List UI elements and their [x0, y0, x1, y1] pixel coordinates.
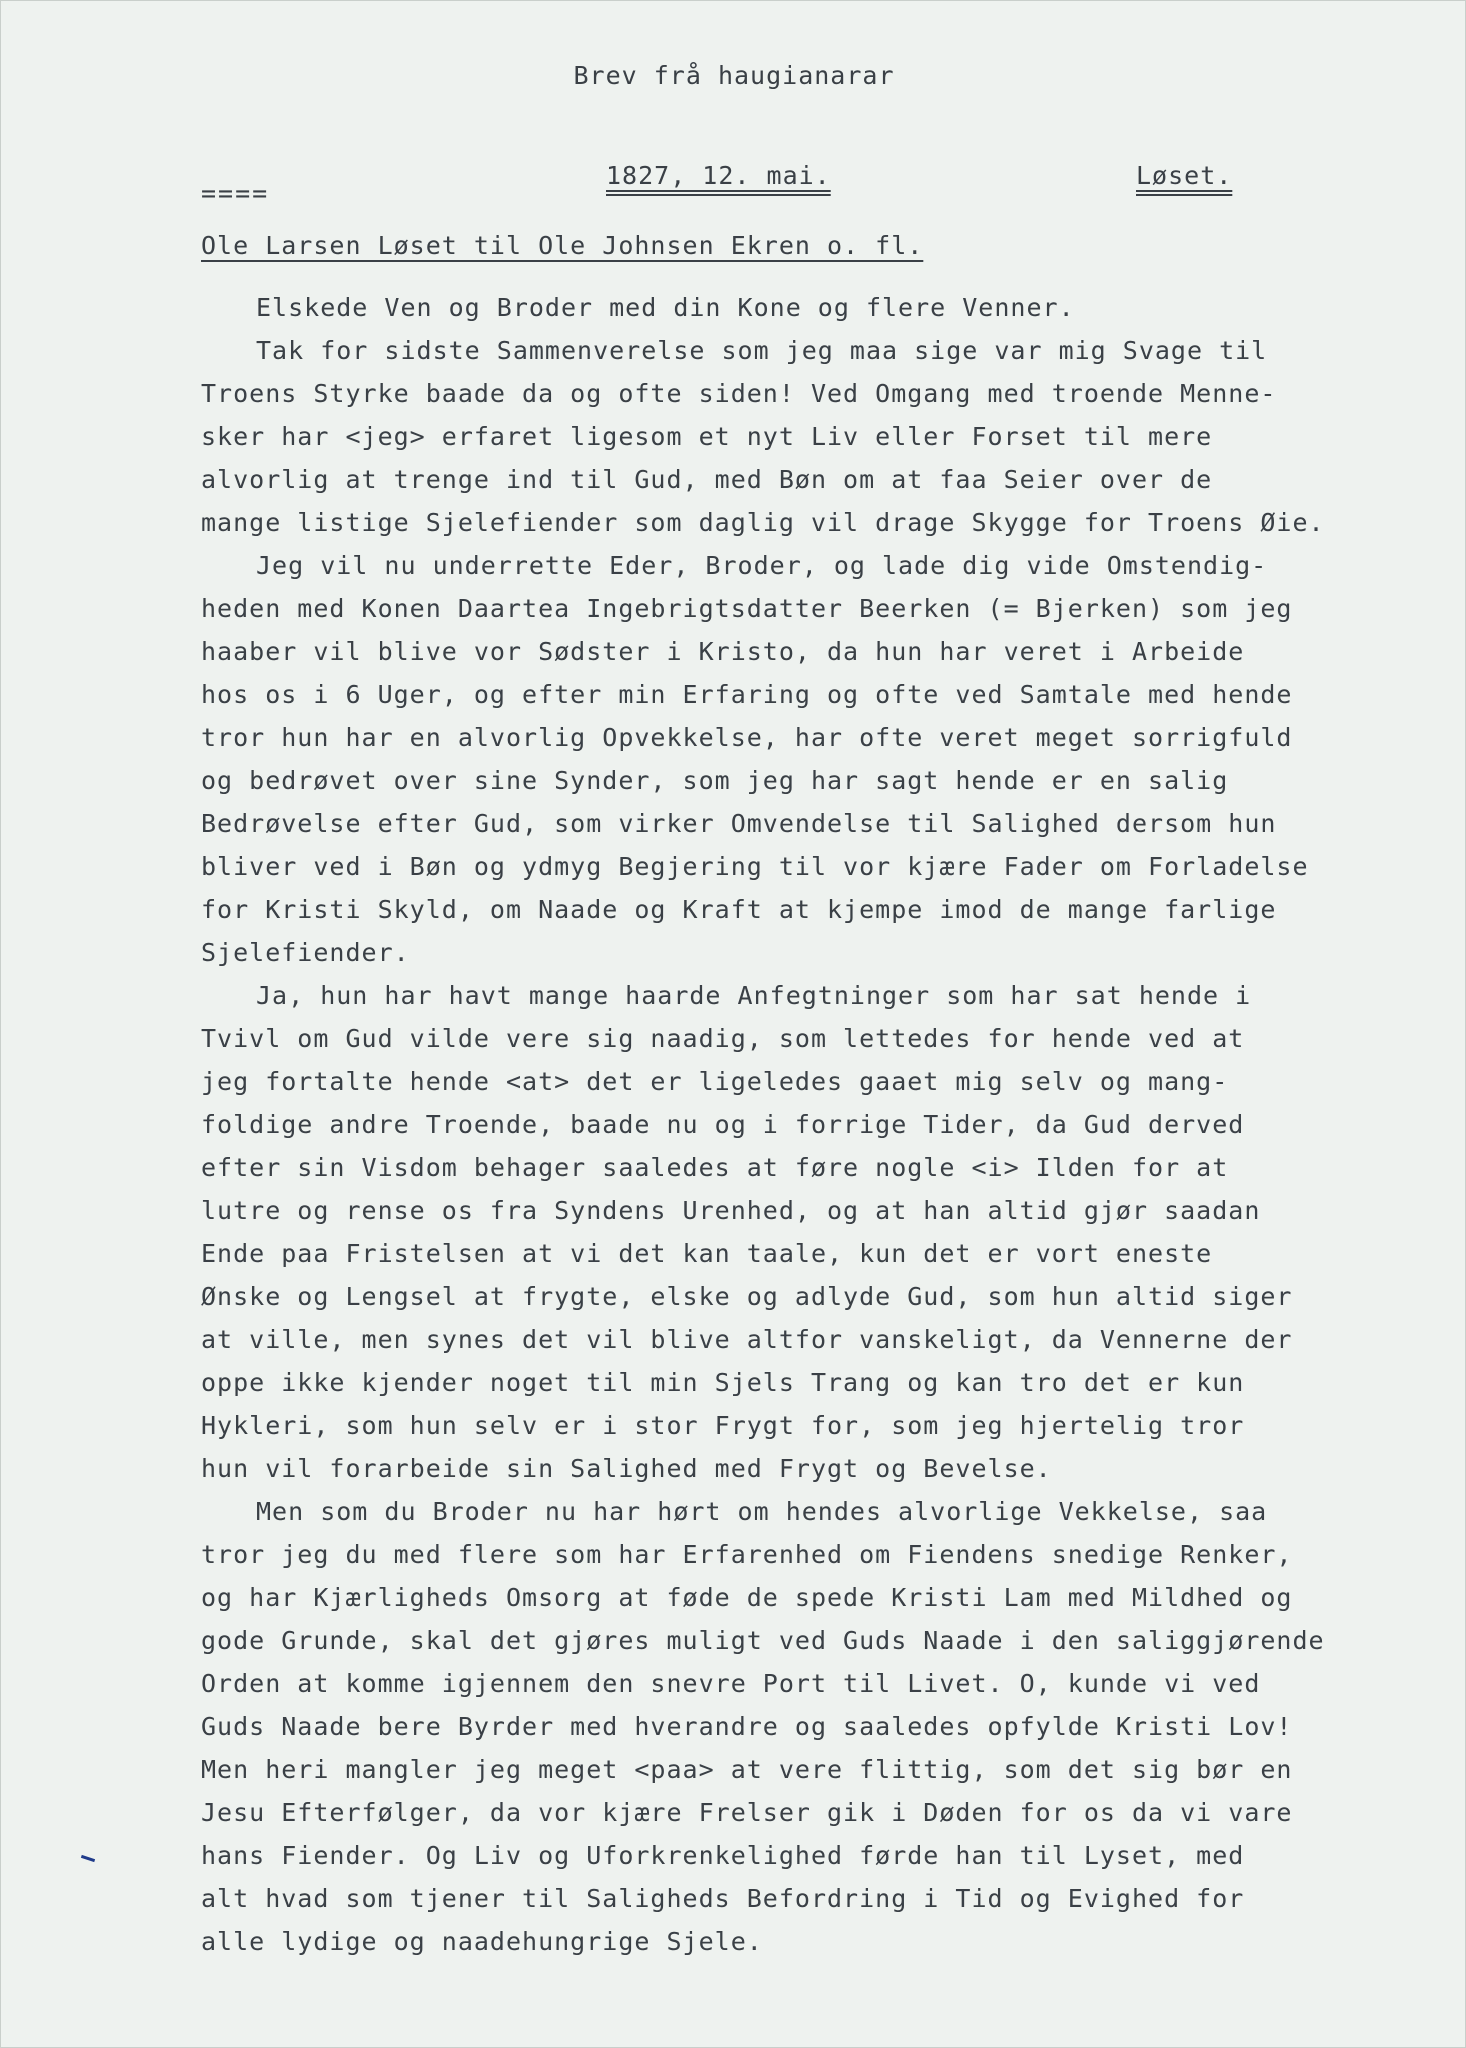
text-line: mange listige Sjelefiender som daglig vil drage Skygge for Troens Øie. [201, 508, 1325, 537]
text-line: sker har <jeg> erfaret ligesom et nyt Liv eller Forset til mere [201, 422, 1213, 451]
text-line: Jesu Efterfølger, da vor kjære Frelser gik i Døden for os da vi vare [201, 1798, 1293, 1827]
text-line: hun vil forarbeide sin Salighed med Frygt og Bevelse. [201, 1454, 1052, 1483]
text-line: efter sin Visdom behager saaledes at føre nogle <i> Ilden for at [201, 1153, 1229, 1182]
text-line: heden med Konen Daartea Ingebrigtsdatter Beerken (= Bjerken) som jeg [201, 594, 1293, 623]
text-line: Tvivl om Gud vilde vere sig naadig, som lettedes for hende ved at [201, 1024, 1245, 1053]
letter-heading: Ole Larsen Løset til Ole Johnsen Ekren o. fl. [201, 231, 924, 260]
text-line: lutre og rense os fra Syndens Urenhed, og at han altid gjør saadan [201, 1196, 1261, 1225]
text-line: og bedrøvet over sine Synder, som jeg har sagt hende er en salig [201, 766, 1229, 795]
text-line: bliver ved i Bøn og ydmyg Begjering til vor kjære Fader om Forladelse [201, 852, 1309, 881]
text-line: Sjelefiender. [201, 938, 410, 967]
letter-body [201, 286, 1431, 1963]
rule-marker: ==== [201, 179, 270, 208]
text-line: gode Grunde, skal det gjøres muligt ved Guds Naade i den saliggjørende [201, 1626, 1325, 1655]
page-header-title: Brev frå haugianarar [573, 61, 895, 90]
letter-date: 1827, 12. mai. [606, 161, 831, 190]
text-line: at ville, men synes det vil blive altfor vanskeligt, da Vennerne der [201, 1325, 1293, 1354]
text-line: Troens Styrke baade da og ofte siden! Ved Omgang med troende Menne- [201, 379, 1277, 408]
text-line: jeg fortalte hende <at> det er ligeledes gaaet mig selv og mang- [201, 1067, 1229, 1096]
text-line: hans Fiender. Og Liv og Uforkrenkelighed førde han til Lyset, med [201, 1841, 1245, 1870]
text-line: Men heri mangler jeg meget <paa> at vere flittig, som det sig bør en [201, 1755, 1293, 1784]
text-line: og har Kjærligheds Omsorg at føde de spede Kristi Lam med Mildhed og [201, 1583, 1293, 1612]
text-line: Ønske og Lengsel at frygte, elske og adlyde Gud, som hun altid siger [201, 1282, 1293, 1311]
text-line: Ende paa Fristelsen at vi det kan taale, kun det er vort eneste [201, 1239, 1213, 1268]
letter-place: Løset. [1136, 161, 1233, 190]
dateline [201, 161, 1241, 208]
text-line: Tak for sidste Sammenverelse som jeg maa sige var mig Svage til [256, 336, 1268, 365]
margin-pen-mark [81, 1855, 95, 1862]
text-line: haaber vil blive vor Sødster i Kristo, da hun har veret i Arbeide [201, 637, 1245, 666]
text-line: Bedrøvelse efter Gud, som virker Omvendelse til Salighed dersom hun [201, 809, 1277, 838]
text-line: foldige andre Troende, baade nu og i forrige Tider, da Gud derved [201, 1110, 1245, 1139]
text-line: for Kristi Skyld, om Naade og Kraft at kjempe imod de mange farlige [201, 895, 1277, 924]
text-line: oppe ikke kjender noget til min Sjels Trang og kan tro det er kun [201, 1368, 1245, 1397]
text-line: alt hvad som tjener til Saligheds Befordring i Tid og Evighed for [201, 1884, 1245, 1913]
text-line: tror hun har en alvorlig Opvekkelse, har ofte veret meget sorrigfuld [201, 723, 1293, 752]
text-line: Hykleri, som hun selv er i stor Frygt for, som jeg hjertelig tror [201, 1411, 1245, 1440]
text-line: hos os i 6 Uger, og efter min Erfaring og ofte ved Samtale med hende [201, 680, 1293, 709]
text-line: Orden at komme igjennem den snevre Port til Livet. O, kunde vi ved [201, 1669, 1261, 1698]
text-line: Men som du Broder nu har hørt om hendes alvorlige Vekkelse, saa [256, 1497, 1268, 1526]
text-line: alle lydige og naadehungrige Sjele. [201, 1927, 763, 1956]
text-line: Ja, hun har havt mange haarde Anfegtninger som har sat hende i [256, 981, 1252, 1010]
text-line: tror jeg du med flere som har Erfarenhed om Fiendens snedige Renker, [201, 1540, 1293, 1569]
text-line: Guds Naade bere Byrder med hverandre og saaledes opfylde Kristi Lov! [201, 1712, 1293, 1741]
text-line: alvorlig at trenge ind til Gud, med Bøn om at faa Seier over de [201, 465, 1213, 494]
text-line: Jeg vil nu underrette Eder, Broder, og lade dig vide Omstendig- [256, 551, 1268, 580]
text-line: Elskede Ven og Broder med din Kone og flere Venner. [256, 293, 1075, 322]
